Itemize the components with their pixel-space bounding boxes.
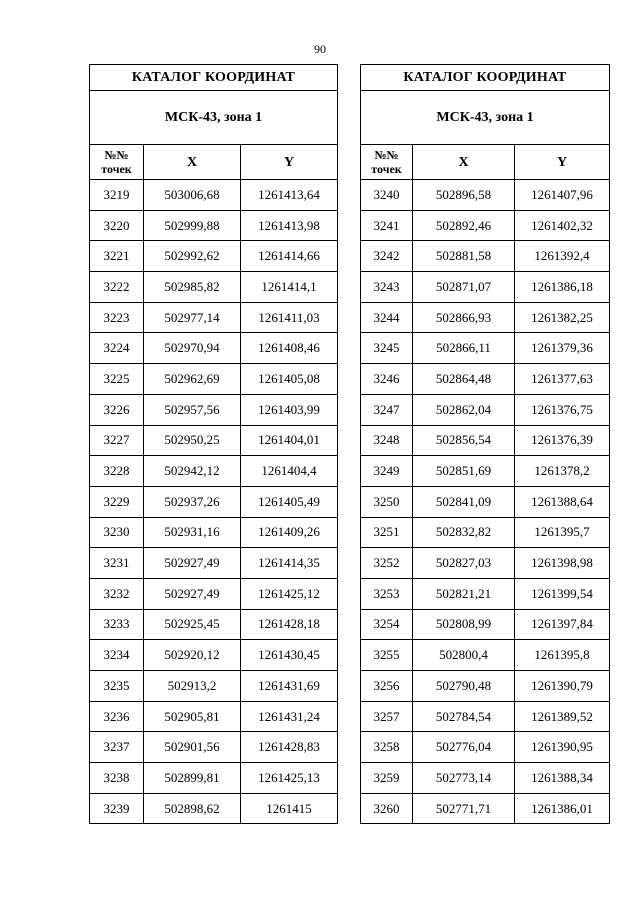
y-coordinate-cell: 1261407,96 [515, 180, 610, 211]
y-coordinate-cell: 1261389,52 [515, 701, 610, 732]
y-coordinate-cell: 1261408,46 [241, 333, 338, 364]
x-coordinate-cell: 503006,68 [144, 180, 241, 211]
x-coordinate-cell: 502937,26 [144, 486, 241, 517]
table-row [361, 640, 610, 671]
point-number-cell: 3241 [361, 210, 413, 241]
y-coordinate-cell: 1261431,69 [241, 671, 338, 702]
point-number-cell: 3228 [90, 456, 144, 487]
y-coordinate-cell: 1261414,35 [241, 548, 338, 579]
catalog-title: КАТАЛОГ КООРДИНАТ [90, 65, 338, 91]
x-coordinate-cell: 502927,49 [144, 578, 241, 609]
point-number-cell: 3242 [361, 241, 413, 272]
table-row [361, 364, 610, 395]
x-coordinate-cell: 502790,48 [413, 671, 515, 702]
x-coordinate-cell: 502950,25 [144, 425, 241, 456]
column-header-row [90, 145, 338, 180]
x-coordinate-cell: 502931,16 [144, 517, 241, 548]
y-coordinate-cell: 1261386,01 [515, 793, 610, 824]
table-row [361, 517, 610, 548]
catalog-table-body [361, 65, 610, 824]
table-row [90, 701, 338, 732]
y-coordinate-cell: 1261414,1 [241, 272, 338, 303]
catalog-title-row [361, 65, 610, 91]
y-coordinate-cell: 1261405,08 [241, 364, 338, 395]
table-row [90, 456, 338, 487]
y-coordinate-cell: 1261392,4 [515, 241, 610, 272]
table-row [90, 394, 338, 425]
point-number-header-line2: точек [371, 162, 402, 176]
x-coordinate-cell: 502821,21 [413, 578, 515, 609]
page-number: 90 [314, 42, 326, 56]
point-number-cell: 3224 [90, 333, 144, 364]
x-coordinate-cell: 502970,94 [144, 333, 241, 364]
point-number-header-line2: точек [101, 162, 132, 176]
y-coordinate-cell: 1261411,03 [241, 302, 338, 333]
x-coordinate-cell: 502901,56 [144, 732, 241, 763]
table-row [90, 425, 338, 456]
point-number-header [90, 145, 144, 180]
x-coordinate-cell: 502892,46 [413, 210, 515, 241]
table-row [90, 272, 338, 303]
table-row [361, 793, 610, 824]
point-number-cell: 3233 [90, 609, 144, 640]
x-coordinate-cell: 502871,07 [413, 272, 515, 303]
table-row [90, 763, 338, 794]
table-row [90, 793, 338, 824]
y-coordinate-cell: 1261409,26 [241, 517, 338, 548]
table-row [361, 701, 610, 732]
point-number-cell: 3225 [90, 364, 144, 395]
y-coordinate-cell: 1261403,99 [241, 394, 338, 425]
x-coordinate-cell: 502927,49 [144, 548, 241, 579]
table-row [90, 548, 338, 579]
x-coordinate-cell: 502977,14 [144, 302, 241, 333]
table-row [361, 333, 610, 364]
x-coordinate-cell: 502905,81 [144, 701, 241, 732]
y-header: Y [241, 145, 338, 180]
point-number-cell: 3254 [361, 609, 413, 640]
x-coordinate-cell: 502776,04 [413, 732, 515, 763]
coordinate-system-label: МСК-43, зона 1 [361, 91, 610, 145]
y-coordinate-cell: 1261378,2 [515, 456, 610, 487]
y-coordinate-cell: 1261399,54 [515, 578, 610, 609]
x-coordinate-cell: 502851,69 [413, 456, 515, 487]
y-coordinate-cell: 1261397,84 [515, 609, 610, 640]
x-coordinate-cell: 502864,48 [413, 364, 515, 395]
point-number-cell: 3221 [90, 241, 144, 272]
point-number-cell: 3230 [90, 517, 144, 548]
table-row [361, 272, 610, 303]
point-number-header [361, 145, 413, 180]
table-row [90, 333, 338, 364]
point-number-cell: 3246 [361, 364, 413, 395]
table-row [90, 486, 338, 517]
point-number-header-line1: №№ [374, 148, 399, 162]
table-row [361, 486, 610, 517]
catalog-title-row [90, 65, 338, 91]
x-coordinate-cell: 502841,09 [413, 486, 515, 517]
point-number-cell: 3223 [90, 302, 144, 333]
table-row [90, 241, 338, 272]
x-coordinate-cell: 502913,2 [144, 671, 241, 702]
x-coordinate-cell: 502866,93 [413, 302, 515, 333]
y-coordinate-cell: 1261395,7 [515, 517, 610, 548]
y-coordinate-cell: 1261415 [241, 793, 338, 824]
x-coordinate-cell: 502962,69 [144, 364, 241, 395]
point-number-cell: 3219 [90, 180, 144, 211]
table-row [90, 517, 338, 548]
table-row [361, 732, 610, 763]
x-coordinate-cell: 502985,82 [144, 272, 241, 303]
y-coordinate-cell: 1261386,18 [515, 272, 610, 303]
point-number-cell: 3247 [361, 394, 413, 425]
point-number-cell: 3257 [361, 701, 413, 732]
point-number-cell: 3256 [361, 671, 413, 702]
coordinate-system-row [361, 91, 610, 145]
x-header: X [413, 145, 515, 180]
table-row [90, 180, 338, 211]
y-coordinate-cell: 1261376,75 [515, 394, 610, 425]
table-row [361, 180, 610, 211]
y-coordinate-cell: 1261428,83 [241, 732, 338, 763]
x-coordinate-cell: 502827,03 [413, 548, 515, 579]
y-coordinate-cell: 1261413,64 [241, 180, 338, 211]
point-number-cell: 3234 [90, 640, 144, 671]
point-number-cell: 3244 [361, 302, 413, 333]
catalog-table-body [90, 65, 338, 824]
table-row [361, 241, 610, 272]
table-row [90, 364, 338, 395]
point-number-cell: 3249 [361, 456, 413, 487]
y-coordinate-cell: 1261425,12 [241, 578, 338, 609]
y-coordinate-cell: 1261382,25 [515, 302, 610, 333]
point-number-cell: 3252 [361, 548, 413, 579]
table-row [90, 578, 338, 609]
x-coordinate-cell: 502999,88 [144, 210, 241, 241]
point-number-cell: 3260 [361, 793, 413, 824]
table-row [90, 640, 338, 671]
table-row [361, 578, 610, 609]
point-number-cell: 3258 [361, 732, 413, 763]
y-coordinate-cell: 1261390,79 [515, 671, 610, 702]
point-number-cell: 3259 [361, 763, 413, 794]
point-number-cell: 3239 [90, 793, 144, 824]
x-coordinate-cell: 502832,82 [413, 517, 515, 548]
x-coordinate-cell: 502957,56 [144, 394, 241, 425]
y-coordinate-cell: 1261428,18 [241, 609, 338, 640]
point-number-cell: 3243 [361, 272, 413, 303]
y-coordinate-cell: 1261430,45 [241, 640, 338, 671]
x-coordinate-cell: 502925,45 [144, 609, 241, 640]
point-number-cell: 3226 [90, 394, 144, 425]
x-coordinate-cell: 502992,62 [144, 241, 241, 272]
table-row [361, 394, 610, 425]
x-coordinate-cell: 502784,54 [413, 701, 515, 732]
coordinate-system-label: МСК-43, зона 1 [90, 91, 338, 145]
point-number-cell: 3255 [361, 640, 413, 671]
coordinate-catalog-table-right [360, 64, 610, 824]
point-number-cell: 3248 [361, 425, 413, 456]
y-coordinate-cell: 1261431,24 [241, 701, 338, 732]
coordinate-catalog-table-left [89, 64, 338, 824]
table-row [90, 609, 338, 640]
x-coordinate-cell: 502920,12 [144, 640, 241, 671]
x-coordinate-cell: 502896,58 [413, 180, 515, 211]
x-coordinate-cell: 502800,4 [413, 640, 515, 671]
table-row [90, 210, 338, 241]
coordinate-system-row [90, 91, 338, 145]
point-number-cell: 3245 [361, 333, 413, 364]
table-row [90, 302, 338, 333]
point-number-cell: 3227 [90, 425, 144, 456]
y-coordinate-cell: 1261388,34 [515, 763, 610, 794]
point-number-cell: 3235 [90, 671, 144, 702]
point-number-cell: 3251 [361, 517, 413, 548]
y-coordinate-cell: 1261414,66 [241, 241, 338, 272]
point-number-cell: 3236 [90, 701, 144, 732]
table-row [361, 425, 610, 456]
y-coordinate-cell: 1261413,98 [241, 210, 338, 241]
x-coordinate-cell: 502773,14 [413, 763, 515, 794]
x-coordinate-cell: 502898,62 [144, 793, 241, 824]
y-coordinate-cell: 1261379,36 [515, 333, 610, 364]
point-number-cell: 3222 [90, 272, 144, 303]
point-number-cell: 3250 [361, 486, 413, 517]
x-header: X [144, 145, 241, 180]
catalog-title: КАТАЛОГ КООРДИНАТ [361, 65, 610, 91]
table-row [361, 609, 610, 640]
table-row [361, 548, 610, 579]
point-number-cell: 3231 [90, 548, 144, 579]
x-coordinate-cell: 502856,54 [413, 425, 515, 456]
y-coordinate-cell: 1261405,49 [241, 486, 338, 517]
x-coordinate-cell: 502881,58 [413, 241, 515, 272]
x-coordinate-cell: 502808,99 [413, 609, 515, 640]
point-number-cell: 3232 [90, 578, 144, 609]
y-header: Y [515, 145, 610, 180]
y-coordinate-cell: 1261376,39 [515, 425, 610, 456]
point-number-header-line1: №№ [104, 148, 129, 162]
y-coordinate-cell: 1261404,4 [241, 456, 338, 487]
point-number-cell: 3253 [361, 578, 413, 609]
y-coordinate-cell: 1261390,95 [515, 732, 610, 763]
y-coordinate-cell: 1261395,8 [515, 640, 610, 671]
y-coordinate-cell: 1261425,13 [241, 763, 338, 794]
y-coordinate-cell: 1261388,64 [515, 486, 610, 517]
point-number-cell: 3238 [90, 763, 144, 794]
table-row [90, 732, 338, 763]
table-row [361, 210, 610, 241]
y-coordinate-cell: 1261402,32 [515, 210, 610, 241]
point-number-cell: 3240 [361, 180, 413, 211]
table-row [90, 671, 338, 702]
point-number-cell: 3237 [90, 732, 144, 763]
column-header-row [361, 145, 610, 180]
table-row [361, 302, 610, 333]
y-coordinate-cell: 1261404,01 [241, 425, 338, 456]
x-coordinate-cell: 502942,12 [144, 456, 241, 487]
y-coordinate-cell: 1261398,98 [515, 548, 610, 579]
table-row [361, 763, 610, 794]
x-coordinate-cell: 502771,71 [413, 793, 515, 824]
point-number-cell: 3229 [90, 486, 144, 517]
y-coordinate-cell: 1261377,63 [515, 364, 610, 395]
point-number-cell: 3220 [90, 210, 144, 241]
table-row [361, 671, 610, 702]
x-coordinate-cell: 502899,81 [144, 763, 241, 794]
table-row [361, 456, 610, 487]
x-coordinate-cell: 502866,11 [413, 333, 515, 364]
x-coordinate-cell: 502862,04 [413, 394, 515, 425]
